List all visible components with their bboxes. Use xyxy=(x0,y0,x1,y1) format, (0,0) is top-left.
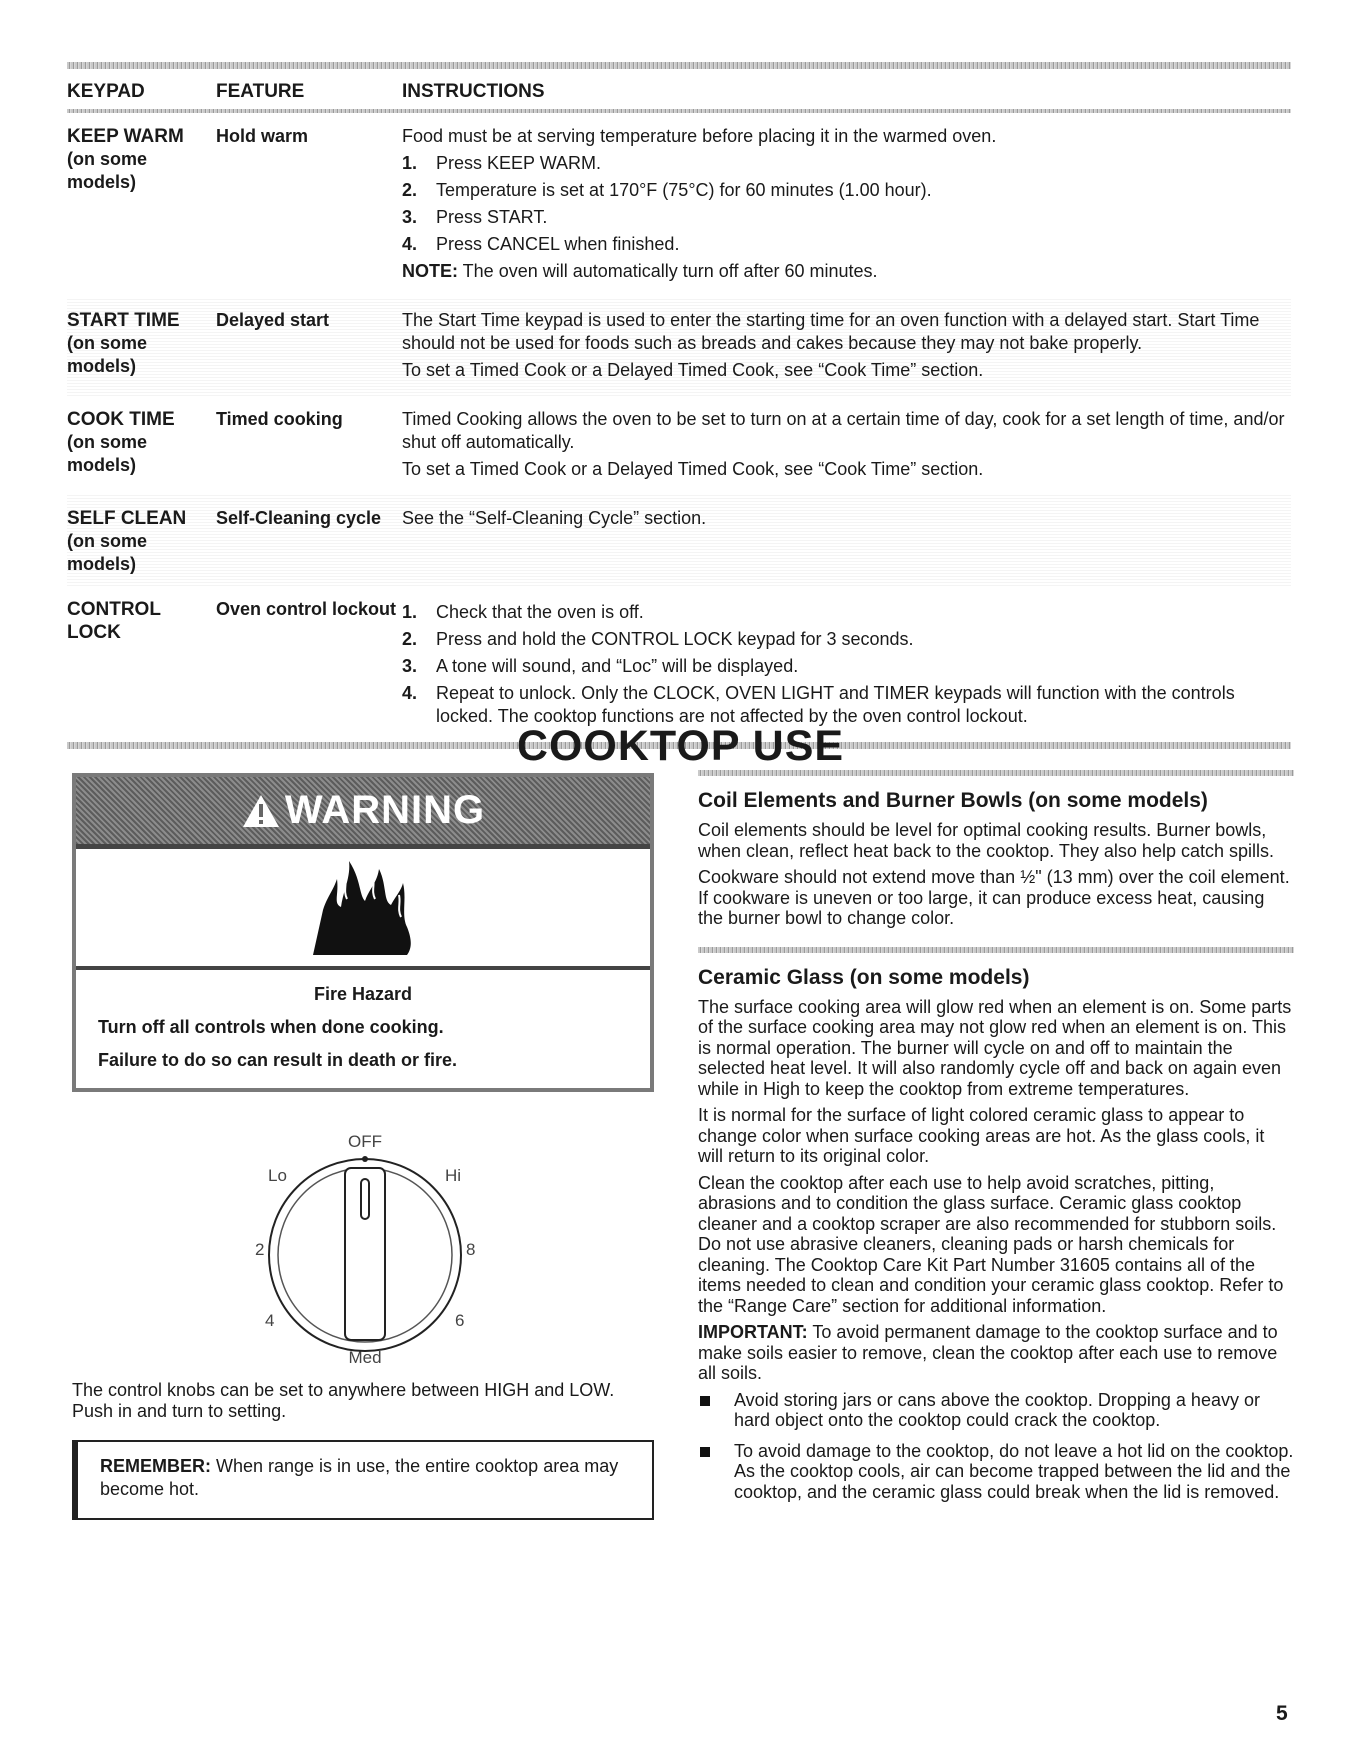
ceramic-bullets xyxy=(698,1390,1294,1503)
step-item: 4. Repeat to unlock. Only the CLOCK, OVEN LIGHT and TIMER keypads will function with the controls locked. The cooktop functions are not affected by the oven control lockout. xyxy=(402,683,1235,726)
remember-label: REMEMBER: xyxy=(100,1456,211,1476)
feature-name: Self-Cleaning cycle xyxy=(216,508,382,528)
table-row xyxy=(67,586,1291,742)
knob-label-2: 2 xyxy=(255,1240,265,1259)
coil-rule xyxy=(698,770,1294,776)
bullet-square-icon xyxy=(700,1396,710,1406)
important-paragraph: IMPORTANT: To avoid permanent damage to the cooktop surface and to make soils easier to remove, clean the cooktop after each use to remove all soils. xyxy=(698,1322,1278,1383)
knob-label-4: 4 xyxy=(265,1311,275,1330)
coil-paragraph: Cookware should not extend move than ½" (13 mm) over the coil element. If cookware is uneven or too large, it can produce excess heat, causing the burner bowl to change color. xyxy=(698,867,1290,928)
keypad-table xyxy=(67,62,1291,749)
list-item: Avoid storing jars or cans above the cooktop. Dropping a heavy or hard object onto the cooktop could crack the cooktop. xyxy=(698,1390,1294,1431)
warning-header xyxy=(76,777,650,849)
warning-box xyxy=(72,773,654,1092)
keypad-sub: (on some models) xyxy=(67,149,148,192)
ceramic-paragraph: Clean the cooktop after each use to help avoid scratches, pitting, abrasions and to condition the glass surface. Ceramic glass cooktop cleaner and a cooktop scraper are also recommended for stubborn soils. Do not use abrasive cleaners, cleaning pads or harsh chemicals for cleaning. The Cooktop Care Kit Part Number 31605 contains all of the items needed to clean and condition your ceramic glass cooktop. Refer to the “Range Care” section for additional information. xyxy=(698,1172,1284,1316)
step-item: 3. A tone will sound, and “Loc” will be displayed. xyxy=(402,656,799,676)
feature-name: Delayed start xyxy=(216,310,330,330)
control-knob-diagram xyxy=(235,1123,505,1373)
knob-pointer xyxy=(361,1179,369,1219)
section-title: COOKTOP USE xyxy=(516,722,845,770)
keypad-name: START TIME xyxy=(67,310,180,331)
ceramic-heading: Ceramic Glass (on some models) xyxy=(698,965,1030,989)
step-item: 1. Check that the oven is off. xyxy=(402,602,644,622)
knob-label-lo: Lo xyxy=(268,1166,287,1185)
coil-paragraph: Coil elements should be level for optimal cooking results. Burner bowls, when clean, reflect heat back to the cooktop. They also help catch spills. xyxy=(698,820,1274,861)
page-number: 5 xyxy=(1276,1702,1288,1725)
knob-label-6: 6 xyxy=(455,1311,465,1330)
knob-label-8: 8 xyxy=(466,1240,476,1259)
warning-line: Failure to do so can result in death or fire. xyxy=(98,1050,458,1070)
instruction-text: See the “Self-Cleaning Cycle” section. xyxy=(402,508,707,528)
remember-text: When range is in use, the entire cooktop area may become hot. xyxy=(100,1456,619,1499)
table-row xyxy=(67,495,1291,586)
header-feature: FEATURE xyxy=(216,81,305,102)
instruction-text: The Start Time keypad is used to enter the starting time for an oven function with a delayed start. Start Time should not be used for foods such as breads and cakes because they may not bake properly. xyxy=(402,310,1260,353)
step-item: 2. Press and hold the CONTROL LOCK keypad for 3 seconds. xyxy=(402,629,914,649)
knob-label-off: OFF xyxy=(348,1132,382,1151)
hazard-label: Fire Hazard xyxy=(313,984,413,1004)
ceramic-paragraph: The surface cooking area will glow red when an element is on. Some parts of the surface cooking area may not glow red when an element is on. This is normal operation. The burner will cycle on and off to maintain the selected heat level. It will also randomly cycle off and back on again even while in High to keep the cooktop from extreme temperatures. xyxy=(698,996,1292,1099)
instruction-text: Food must be at serving temperature before placing it in the warmed oven. xyxy=(402,126,997,146)
keypad-sub: (on some models) xyxy=(67,333,148,376)
keypad-name: COOK TIME xyxy=(67,409,175,430)
step-item: 3. Press START. xyxy=(402,207,548,227)
list-item: To avoid damage to the cooktop, do not leave a hot lid on the cooktop. As the cooktop cools, air can become trapped between the lid and the cooktop, and the ceramic glass could break when the lid is removed. xyxy=(698,1441,1294,1503)
keypad-sub: (on some models) xyxy=(67,531,148,574)
table-row xyxy=(67,113,1291,297)
bullet-square-icon xyxy=(700,1447,710,1457)
step-item: 2. Temperature is set at 170°F (75°C) for 60 minutes (1.00 hour). xyxy=(402,180,932,200)
warning-triangle-icon xyxy=(241,793,281,829)
warning-line: Turn off all controls when done cooking. xyxy=(98,1017,444,1037)
knob-label-hi: Hi xyxy=(445,1166,462,1185)
ceramic-paragraph: It is normal for the surface of light colored ceramic glass to appear to change color when surface cooking areas are hot. As the glass cools, it will return to its original color. xyxy=(698,1105,1265,1166)
knob-label-med: Med xyxy=(348,1348,382,1367)
step-item: 4. Press CANCEL when finished. xyxy=(402,234,680,254)
coil-heading: Coil Elements and Burner Bowls (on some models) xyxy=(698,789,1208,812)
note-text: NOTE: The oven will automatically turn off after 60 minutes. xyxy=(402,261,878,281)
feature-name: Timed cooking xyxy=(216,409,343,429)
right-column xyxy=(698,770,1294,1512)
flame-icon xyxy=(303,855,423,960)
keypad-sub: (on some models) xyxy=(67,432,148,475)
ceramic-rule xyxy=(698,947,1294,953)
feature-name: Oven control lockout xyxy=(216,599,397,619)
table-row xyxy=(67,297,1291,396)
table-top-rule xyxy=(67,62,1291,69)
instruction-text: Timed Cooking allows the oven to be set to turn on at a certain time of day, cook for a set length of time, and/or shut off automatically. xyxy=(402,409,1285,452)
knob-caption: The control knobs can be set to anywhere between HIGH and LOW. Push in and turn to setting. xyxy=(72,1380,615,1421)
table-row xyxy=(67,396,1291,495)
keypad-name: CONTROL LOCK xyxy=(67,599,161,643)
header-keypad: KEYPAD xyxy=(67,81,145,102)
remember-box xyxy=(72,1440,654,1520)
warning-title: WARNING xyxy=(284,788,486,832)
keypad-name: SELF CLEAN xyxy=(67,508,187,529)
table-header xyxy=(67,69,1291,109)
instruction-text: To set a Timed Cook or a Delayed Timed Cook, see “Cook Time” section. xyxy=(402,360,984,380)
instruction-text: To set a Timed Cook or a Delayed Timed Cook, see “Cook Time” section. xyxy=(402,459,984,479)
feature-name: Hold warm xyxy=(216,126,309,146)
keypad-name: KEEP WARM xyxy=(67,126,184,147)
fire-hazard-figure xyxy=(76,849,650,970)
step-item: 1. Press KEEP WARM. xyxy=(402,153,602,173)
header-instructions: INSTRUCTIONS xyxy=(402,81,545,102)
